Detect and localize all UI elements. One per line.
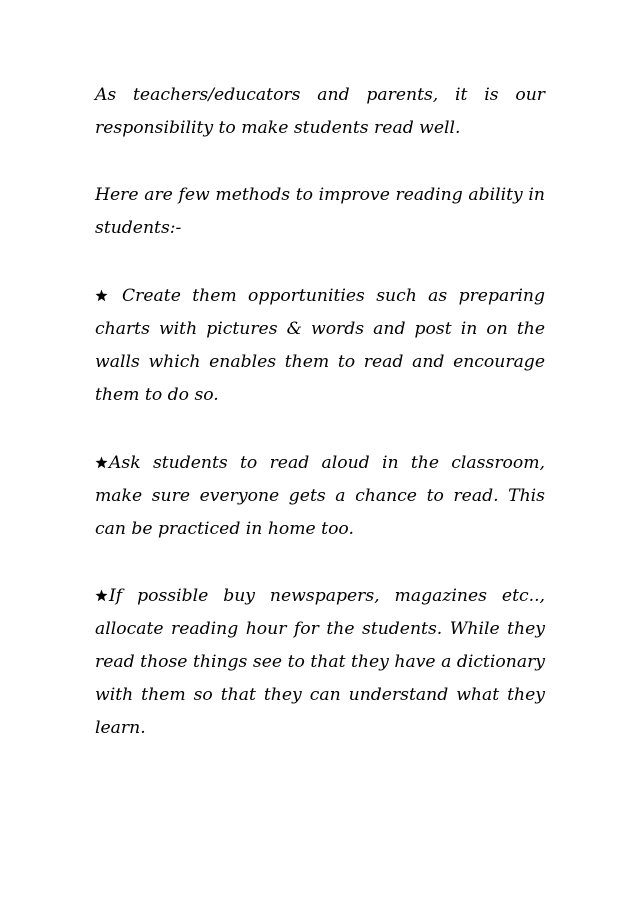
bullet-text: If possible buy newspapers, magazines etc.., allocate reading hour for the students. While they read those things see to that they have a dictionary with them so that they can understand what they learn. xyxy=(95,586,545,738)
methods-heading-paragraph: Here are few methods to improve reading ability in students:- xyxy=(95,185,545,238)
star-bullet-icon xyxy=(95,589,108,602)
bullet-item-newspapers xyxy=(95,580,545,745)
bullet-item-opportunities xyxy=(95,280,545,412)
intro-paragraph: As teachers/educators and parents, it is our responsibility to make students read well. xyxy=(95,85,545,138)
star-bullet-icon xyxy=(95,289,108,302)
bullet-item-read-aloud xyxy=(95,447,545,546)
bullet-text: Create them opportunities such as preparing charts with pictures & words and post in on the walls which enables them to read and encourage them to do so. xyxy=(95,286,545,405)
star-bullet-icon xyxy=(95,456,108,469)
bullet-text: Ask students to read aloud in the classroom, make sure everyone gets a chance to read. This can be practiced in home too. xyxy=(95,453,545,539)
